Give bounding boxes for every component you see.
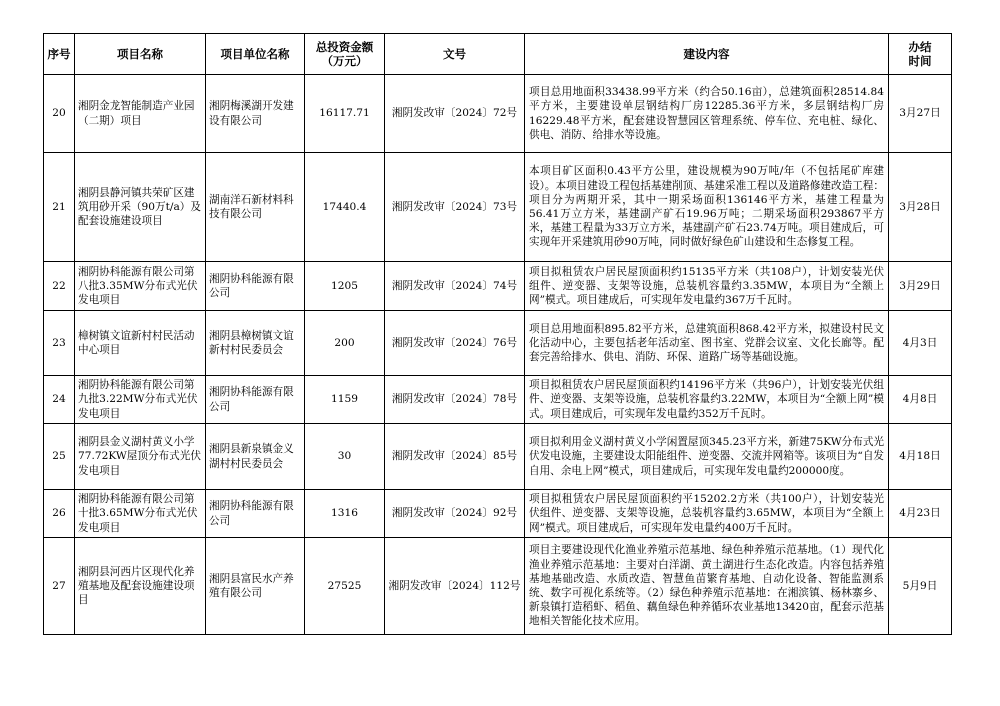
cell-name: 湘阴县金义湖村黄义小学77.72KW屋顶分布式光伏发电项目 — [75, 424, 206, 490]
cell-unit: 湘阴协科能源有限公司 — [206, 376, 305, 424]
cell-content: 本项目矿区面积0.43平方公里，建设规模为90万吨/年（不包括尾矿库建设）。本项目建设工程包括基建削顶、基建采准工程以及道路修建改造工程：项目分为两期开采，其中一期采场面积136146平方米，基建工程量为56.41万立方米，基建副产矿石19.96万吨；二期采场面积293867平方米，基建工程量为33万立方米，基建副产矿石23.74万吨。项目建成后，可实现年开采建筑用砂90万吨，同时做好绿色矿山建设和生态修复工程。 — [525, 153, 889, 262]
cell-seq: 20 — [44, 75, 75, 153]
cell-content: 项目拟利用金义湖村黄义小学闲置屋顶345.23平方米，新建75KW分布式光伏发电设施，主要建设太阳能组件、逆变器、交流并网箱等。该项目为“自发自用、余电上网”模式，项目建成后，可实现年发电量约200000度。 — [525, 424, 889, 490]
cell-investment: 27525 — [305, 538, 385, 635]
cell-seq: 24 — [44, 376, 75, 424]
table-row — [44, 490, 952, 538]
cell-name: 樟树镇文谊新村村民活动中心项目 — [75, 311, 206, 376]
cell-investment: 16117.71 — [305, 75, 385, 153]
header-content: 建设内容 — [525, 34, 889, 75]
table-row — [44, 311, 952, 376]
project-approval-table — [43, 33, 952, 635]
cell-unit: 湘阴协科能源有限公司 — [206, 262, 305, 311]
cell-date: 4月23日 — [889, 490, 952, 538]
table-row — [44, 75, 952, 153]
cell-seq: 21 — [44, 153, 75, 262]
cell-date: 3月28日 — [889, 153, 952, 262]
cell-doc: 湘阴发改审〔2024〕72号 — [385, 75, 525, 153]
cell-unit: 湘阴县新泉镇金义湖村村民委员会 — [206, 424, 305, 490]
cell-seq: 26 — [44, 490, 75, 538]
cell-name: 湘阴协科能源有限公司第八批3.35MW分布式光伏发电项目 — [75, 262, 206, 311]
table-row — [44, 538, 952, 635]
cell-unit: 湘阴县富民水产养殖有限公司 — [206, 538, 305, 635]
header-row — [44, 34, 952, 75]
cell-investment: 1316 — [305, 490, 385, 538]
cell-content: 项目总用地面积33438.99平方米（约合50.16亩），总建筑面积28514.84平方米，主要建设单层钢结构厂房12285.36平方米，多层钢结构厂房16229.48平方米，配套建设智慧园区管理系统、停车位、充电桩、绿化、供电、消防、给排水等设施。 — [525, 75, 889, 153]
cell-investment: 1205 — [305, 262, 385, 311]
cell-doc: 湘阴发改审〔2024〕92号 — [385, 490, 525, 538]
header-doc: 文号 — [385, 34, 525, 75]
cell-name: 湘阴金龙智能制造产业园（二期）项目 — [75, 75, 206, 153]
cell-content: 项目拟租赁农户居民屋顶面积约平15202.2方米（共100户），计划安装光伏组件、逆变器、支架等设施，总装机容量约3.65MW，本项目为“全额上网”模式。项目建成后，可实现年发电量约400万千瓦时。 — [525, 490, 889, 538]
table-row — [44, 376, 952, 424]
header-unit: 项目单位名称 — [206, 34, 305, 75]
cell-seq: 23 — [44, 311, 75, 376]
header-investment: 总投资金额 （万元） — [305, 34, 385, 75]
cell-date: 4月8日 — [889, 376, 952, 424]
cell-investment: 200 — [305, 311, 385, 376]
cell-investment: 30 — [305, 424, 385, 490]
cell-seq: 22 — [44, 262, 75, 311]
cell-investment: 1159 — [305, 376, 385, 424]
cell-seq: 27 — [44, 538, 75, 635]
cell-name: 湘阴县河西片区现代化养殖基地及配套设施建设项目 — [75, 538, 206, 635]
cell-doc: 湘阴发改审〔2024〕112号 — [385, 538, 525, 635]
table-row — [44, 153, 952, 262]
cell-name: 湘阴县静河镇共荣矿区建筑用砂开采（90万t/a）及配套设施建设项目 — [75, 153, 206, 262]
cell-date: 5月9日 — [889, 538, 952, 635]
cell-doc: 湘阴发改审〔2024〕73号 — [385, 153, 525, 262]
header-name: 项目名称 — [75, 34, 206, 75]
cell-investment: 17440.4 — [305, 153, 385, 262]
cell-date: 4月18日 — [889, 424, 952, 490]
cell-unit: 湖南洋石新材料科技有限公司 — [206, 153, 305, 262]
cell-doc: 湘阴发改审〔2024〕74号 — [385, 262, 525, 311]
cell-name: 湘阴协科能源有限公司第十批3.65MW分布式光伏发电项目 — [75, 490, 206, 538]
cell-doc: 湘阴发改审〔2024〕78号 — [385, 376, 525, 424]
cell-date: 4月3日 — [889, 311, 952, 376]
cell-unit: 湘阴县樟树镇文谊新村村民委员会 — [206, 311, 305, 376]
cell-doc: 湘阴发改审〔2024〕85号 — [385, 424, 525, 490]
header-seq: 序号 — [44, 34, 75, 75]
cell-name: 湘阴协科能源有限公司第九批3.22MW分布式光伏发电项目 — [75, 376, 206, 424]
cell-date: 3月29日 — [889, 262, 952, 311]
cell-doc: 湘阴发改审〔2024〕76号 — [385, 311, 525, 376]
cell-date: 3月27日 — [889, 75, 952, 153]
cell-unit: 湘阴协科能源有限公司 — [206, 490, 305, 538]
header-date: 办结 时间 — [889, 34, 952, 75]
cell-content: 项目拟租赁农户居民屋顶面积约15135平方米（共108户），计划安装光伏组件、逆变器、支架等设施，总装机容量约3.35MW，本项目为“全额上网”模式。项目建成后，可实现年发电量约367万千瓦时。 — [525, 262, 889, 311]
table-row — [44, 424, 952, 490]
table-row — [44, 262, 952, 311]
cell-seq: 25 — [44, 424, 75, 490]
cell-content: 项目拟租赁农户居民屋顶面积约14196平方米（共96户），计划安装光伏组件、逆变器、支架等设施，总装机容量约3.22MW，本项目为“全额上网”模式。项目建成后，可实现年发电量约352万千瓦时。 — [525, 376, 889, 424]
cell-content: 项目主要建设现代化渔业养殖示范基地、绿色种养殖示范基地。（1）现代化渔业养殖示范基地：主要对白洋湖、黄土湖进行生态化改造。内容包括养殖基地基础改造、水质改造、智慧鱼苗繁育基地、自动化设备、智能监测系统、数字可视化系统等。（2）绿色种养殖示范基地：在湘滨镇、杨林寨乡、新泉镇打造稻虾、稻鱼、藕鱼绿色种养循环农业基地13420亩，配套示范基地相关智能化技术应用。 — [525, 538, 889, 635]
cell-content: 项目总用地面积895.82平方米，总建筑面积868.42平方米，拟建设村民文化活动中心，主要包括老年活动室、图书室、党群会议室、文化长廊等。配套完善给排水、供电、消防、环保、道路广场等基础设施。 — [525, 311, 889, 376]
cell-unit: 湘阴梅溪湖开发建设有限公司 — [206, 75, 305, 153]
